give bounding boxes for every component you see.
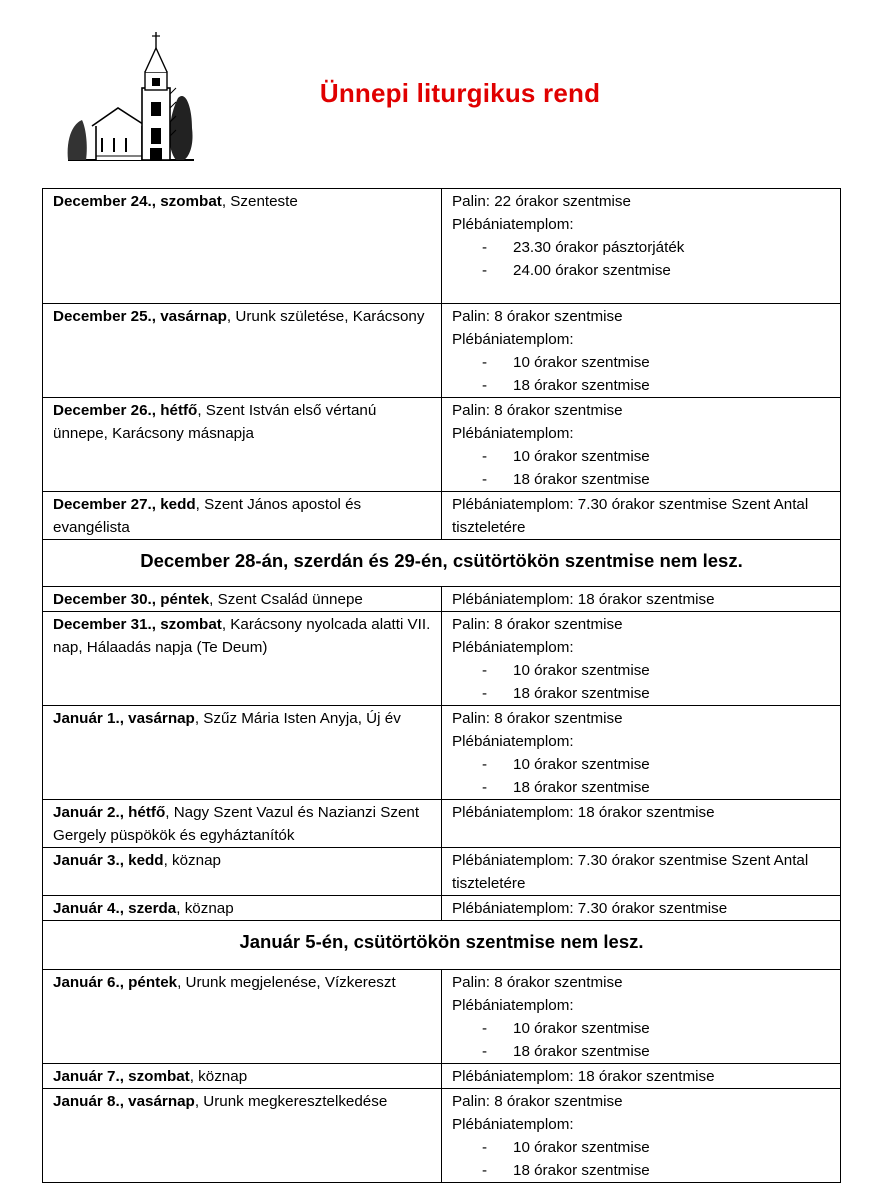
date-label: December 30., péntek — [53, 591, 210, 608]
mass-line: Plébániatemplom: 7.30 órakor szentmise Szent Antal tiszteletére — [452, 852, 809, 892]
mass-time-text: 23.30 órakor pásztorjáték — [513, 239, 685, 256]
no-mass-notice-row — [43, 540, 841, 587]
mass-times-cell — [442, 970, 841, 1064]
mass-time-item — [452, 445, 830, 468]
mass-times-cell — [442, 612, 841, 706]
feast-description: , Karácsony nyolcada alatti VII. nap, Hálaadás napja (Te Deum) — [53, 616, 431, 656]
mass-times-cell — [442, 398, 841, 492]
mass-times-cell — [442, 800, 841, 848]
mass-time-item — [452, 1136, 830, 1159]
mass-time-text: 10 órakor szentmise — [513, 354, 650, 371]
schedule-row — [43, 896, 841, 921]
church-illustration — [66, 28, 196, 164]
date-label: Január 8., vasárnap — [53, 1093, 195, 1110]
no-mass-notice-row — [43, 921, 841, 970]
mass-time-text: 10 órakor szentmise — [513, 662, 650, 679]
schedule-row — [43, 848, 841, 896]
mass-line: Plébániatemplom: 18 órakor szentmise — [452, 591, 715, 608]
feast-description: , Szent István első vértanú ünnepe, Karácsony másnapja — [53, 402, 377, 442]
date-cell — [43, 800, 442, 848]
date-cell — [43, 304, 442, 398]
church-label: Plébániatemplom: — [452, 331, 574, 348]
bullet-dash: - — [482, 779, 488, 796]
schedule-row — [43, 304, 841, 398]
mass-times-cell — [442, 1089, 841, 1183]
church-label: Plébániatemplom: — [452, 733, 574, 750]
date-cell — [43, 896, 442, 921]
mass-time-item — [452, 682, 830, 705]
notice-text: Január 5-én, csütörtökön szentmise nem lesz. — [43, 921, 841, 970]
date-label: Január 1., vasárnap — [53, 710, 195, 727]
date-label: December 26., hétfő — [53, 402, 198, 419]
church-label: Plébániatemplom: — [452, 997, 574, 1014]
date-cell — [43, 612, 442, 706]
bullet-dash: - — [482, 1043, 488, 1060]
mass-line: Palin: 22 órakor szentmise — [452, 193, 631, 210]
mass-line: Palin: 8 órakor szentmise — [452, 308, 623, 325]
mass-line: Plébániatemplom: 7.30 órakor szentmise Szent Antal tiszteletére — [452, 496, 809, 536]
mass-line: Palin: 8 órakor szentmise — [452, 616, 623, 633]
schedule-row — [43, 706, 841, 800]
date-cell — [43, 706, 442, 800]
mass-time-text: 10 órakor szentmise — [513, 1139, 650, 1156]
mass-time-item — [452, 1017, 830, 1040]
bullet-dash: - — [482, 354, 488, 371]
schedule-row — [43, 1089, 841, 1183]
date-cell — [43, 970, 442, 1064]
schedule-row — [43, 970, 841, 1064]
mass-line: Palin: 8 órakor szentmise — [452, 1093, 623, 1110]
date-cell — [43, 587, 442, 612]
mass-line: Plébániatemplom: 18 órakor szentmise — [452, 804, 715, 821]
church-label: Plébániatemplom: — [452, 216, 574, 233]
mass-times-cell — [442, 189, 841, 304]
mass-time-item — [452, 468, 830, 491]
date-cell — [43, 492, 442, 540]
mass-time-text: 18 órakor szentmise — [513, 377, 650, 394]
feast-description: , Szenteste — [221, 193, 298, 210]
mass-time-text: 18 órakor szentmise — [513, 685, 650, 702]
feast-description: , köznap — [189, 1068, 248, 1085]
date-label: Január 3., kedd — [53, 852, 164, 869]
mass-times-cell — [442, 1064, 841, 1089]
feast-description: , Urunk megjelenése, Vízkereszt — [177, 974, 396, 991]
mass-time-text: 10 órakor szentmise — [513, 756, 650, 773]
mass-times-cell — [442, 587, 841, 612]
feast-description: , köznap — [163, 852, 221, 869]
mass-time-item — [452, 374, 830, 397]
mass-times-cell — [442, 706, 841, 800]
feast-description: , Nagy Szent Vazul és Nazianzi Szent Gergely püspökök és egyháztanítók — [53, 804, 420, 844]
mass-time-item — [452, 1040, 830, 1063]
bullet-dash: - — [482, 262, 488, 279]
date-label: Január 6., péntek — [53, 974, 178, 991]
mass-line: Palin: 8 órakor szentmise — [452, 974, 623, 991]
mass-line: Palin: 8 órakor szentmise — [452, 402, 623, 419]
date-cell — [43, 848, 442, 896]
date-cell — [43, 189, 442, 304]
bullet-dash: - — [482, 1020, 488, 1037]
mass-time-text: 24.00 órakor szentmise — [513, 262, 671, 279]
bullet-dash: - — [482, 662, 488, 679]
bullet-dash: - — [482, 239, 488, 256]
church-label: Plébániatemplom: — [452, 425, 574, 442]
church-label: Plébániatemplom: — [452, 1116, 574, 1133]
date-label: Január 7., szombat — [53, 1068, 190, 1085]
feast-description: , Szent János apostol és evangélista — [53, 496, 362, 536]
date-label: Január 2., hétfő — [53, 804, 166, 821]
schedule-row — [43, 587, 841, 612]
mass-time-item — [452, 259, 830, 282]
liturgy-schedule-table — [42, 188, 841, 1183]
schedule-row — [43, 800, 841, 848]
feast-description: , köznap — [176, 900, 234, 917]
date-cell — [43, 398, 442, 492]
bullet-dash: - — [482, 685, 488, 702]
date-cell — [43, 1089, 442, 1183]
feast-description: , Urunk születése, Karácsony — [226, 308, 425, 325]
mass-time-item — [452, 236, 830, 259]
church-label: Plébániatemplom: — [452, 639, 574, 656]
feast-description: , Szent Család ünnepe — [209, 591, 363, 608]
mass-time-item — [452, 1159, 830, 1182]
schedule-row — [43, 1064, 841, 1089]
mass-time-item — [452, 659, 830, 682]
feast-description: , Urunk megkeresztelkedése — [194, 1093, 388, 1110]
mass-times-cell — [442, 492, 841, 540]
mass-times-cell — [442, 896, 841, 921]
feast-description: , Szűz Mária Isten Anyja, Új év — [194, 710, 401, 727]
mass-time-text: 18 órakor szentmise — [513, 1162, 650, 1179]
mass-times-cell — [442, 304, 841, 398]
mass-time-item — [452, 776, 830, 799]
mass-time-text: 10 órakor szentmise — [513, 1020, 650, 1037]
page-title: Ünnepi liturgikus rend — [319, 78, 601, 108]
schedule-row — [43, 189, 841, 304]
bullet-dash: - — [482, 448, 488, 465]
bullet-dash: - — [482, 756, 488, 773]
bullet-dash: - — [482, 471, 488, 488]
schedule-row — [43, 612, 841, 706]
mass-time-item — [452, 753, 830, 776]
mass-line: Plébániatemplom: 7.30 órakor szentmise — [452, 900, 728, 917]
date-label: December 27., kedd — [53, 496, 196, 513]
date-cell — [43, 1064, 442, 1089]
mass-time-item — [452, 351, 830, 374]
date-label: Január 4., szerda — [53, 900, 177, 917]
bullet-dash: - — [482, 1139, 488, 1156]
mass-times-cell — [442, 848, 841, 896]
mass-line: Palin: 8 órakor szentmise — [452, 710, 623, 727]
mass-time-text: 10 órakor szentmise — [513, 448, 650, 465]
schedule-row — [43, 492, 841, 540]
date-label: December 25., vasárnap — [53, 308, 227, 325]
date-label: December 24., szombat — [53, 193, 222, 210]
mass-line: Plébániatemplom: 18 órakor szentmise — [452, 1068, 715, 1085]
notice-text: December 28-án, szerdán és 29-én, csütörtökön szentmise nem lesz. — [43, 540, 841, 587]
date-label: December 31., szombat — [53, 616, 222, 633]
mass-time-text: 18 órakor szentmise — [513, 779, 650, 796]
bullet-dash: - — [482, 1162, 488, 1179]
mass-time-text: 18 órakor szentmise — [513, 471, 650, 488]
schedule-row — [43, 398, 841, 492]
mass-time-text: 18 órakor szentmise — [513, 1043, 650, 1060]
bullet-dash: - — [482, 377, 488, 394]
